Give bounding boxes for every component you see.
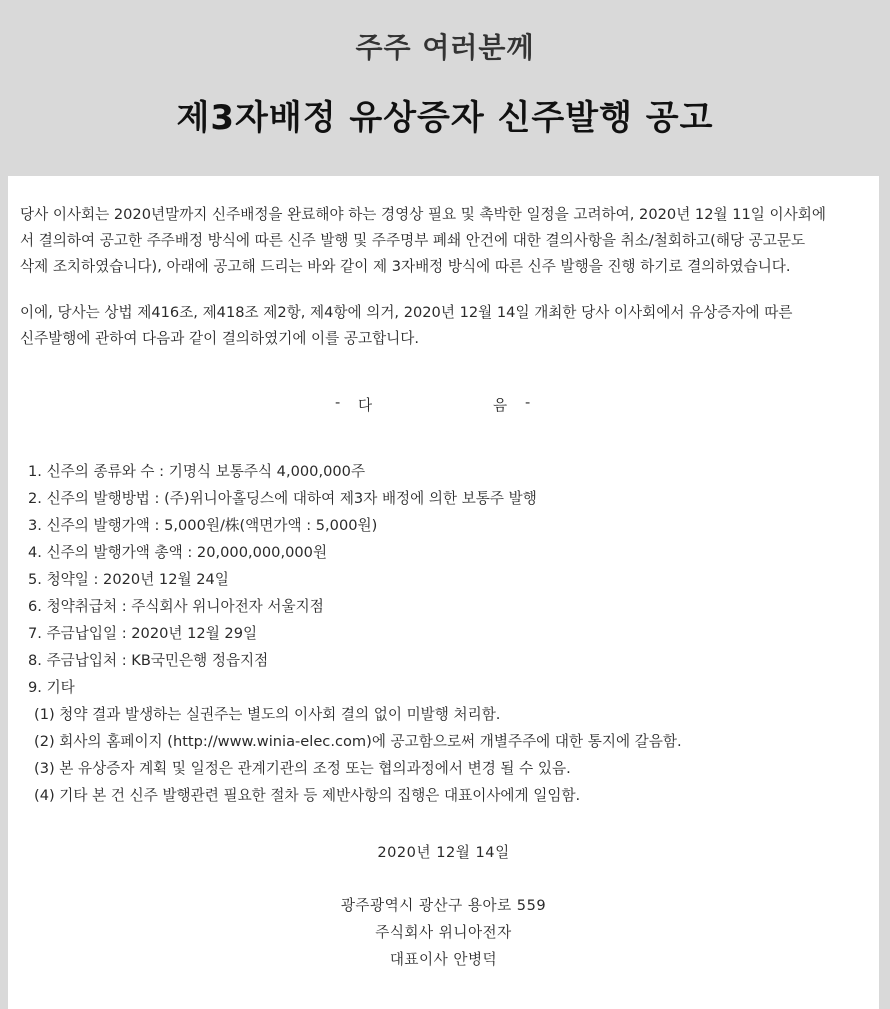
notice-date: 2020년 12월 14일 (377, 844, 510, 861)
separator-eum: 음 (493, 397, 508, 414)
sub-list-item: (4) 기타 본 건 신주 발행관련 필요한 절차 등 제반사항의 집행은 대표이사에게 일임함. (34, 787, 581, 804)
notice-title: 제3자배정 유상증자 신주발행 공고 (176, 98, 714, 138)
list-item: 1. 신주의 종류와 수 : 기명식 보통주식 4,000,000주 (28, 463, 366, 480)
separator-dash-left: - (335, 394, 341, 411)
list-item: 3. 신주의 발행가액 : 5,000원/株(액면가액 : 5,000원) (28, 517, 378, 534)
ceo-name: 대표이사 안병덕 (389, 951, 498, 968)
company-address: 광주광역시 광산구 용아로 559 (340, 897, 547, 914)
intro-line: 당사 이사회는 2020년말까지 신주배정을 완료해야 하는 경영상 필요 및 촉박한 일정을 고려하여, 2020년 12월 11일 이사회에 (20, 206, 826, 223)
sub-list-item: (1) 청약 결과 발생하는 실권주는 별도의 이사회 결의 없이 미발행 처리함. (34, 706, 501, 723)
list-item: 5. 청약일 : 2020년 12월 24일 (28, 571, 229, 588)
list-item: 9. 기타 (28, 679, 75, 696)
basis-line: 이에, 당사는 상법 제416조, 제418조 제2항, 제4항에 의거, 2020년 12월 14일 개최한 당사 이사회에서 유상증자에 따른 (20, 304, 793, 321)
list-item: 6. 청약취급처 : 주식회사 위니아전자 서울지점 (28, 598, 324, 615)
resolution-items (28, 458, 868, 809)
intro-line: 삭제 조치하였습니다), 아래에 공고해 드리는 바와 같이 제 3자배정 방식에 따른 신주 발행을 진행 하기로 결의하였습니다. (20, 258, 791, 275)
list-item: 2. 신주의 발행방법 : (주)위니아홀딩스에 대하여 제3자 배정에 의한 보통주 발행 (28, 490, 537, 507)
basis-line: 신주발행에 관하여 다음과 같이 결의하였기에 이를 공고합니다. (20, 330, 420, 347)
intro-paragraph (20, 202, 875, 280)
list-item: 7. 주금납입일 : 2020년 12월 29일 (28, 625, 258, 642)
list-item: 4. 신주의 발행가액 총액 : 20,000,000,000원 (28, 544, 328, 561)
notice-body (8, 176, 879, 1009)
list-item: 8. 주금납입처 : KB국민은행 정읍지점 (28, 652, 269, 669)
sub-list-item: (2) 회사의 홈페이지 (http://www.winia-elec.com)에 공고함으로써 개별주주에 대한 통지에 갈음함. (34, 733, 682, 750)
greeting-heading: 주주 여러분께 (355, 31, 535, 64)
company-name: 주식회사 위니아전자 (375, 924, 512, 941)
separator-dash-right: - (525, 394, 531, 411)
intro-line: 서 결의하여 공고한 주주배정 방식에 따른 신주 발행 및 주주명부 폐쇄 안건에 대한 결의사항을 취소/철회하고(해당 공고문도 (20, 232, 806, 249)
separator-da: 다 (358, 397, 373, 414)
notice-header (0, 0, 890, 176)
basis-paragraph (20, 300, 875, 352)
sub-list-item: (3) 본 유상증자 계획 및 일정은 관계기관의 조정 또는 협의과정에서 변경 될 수 있음. (34, 760, 571, 777)
